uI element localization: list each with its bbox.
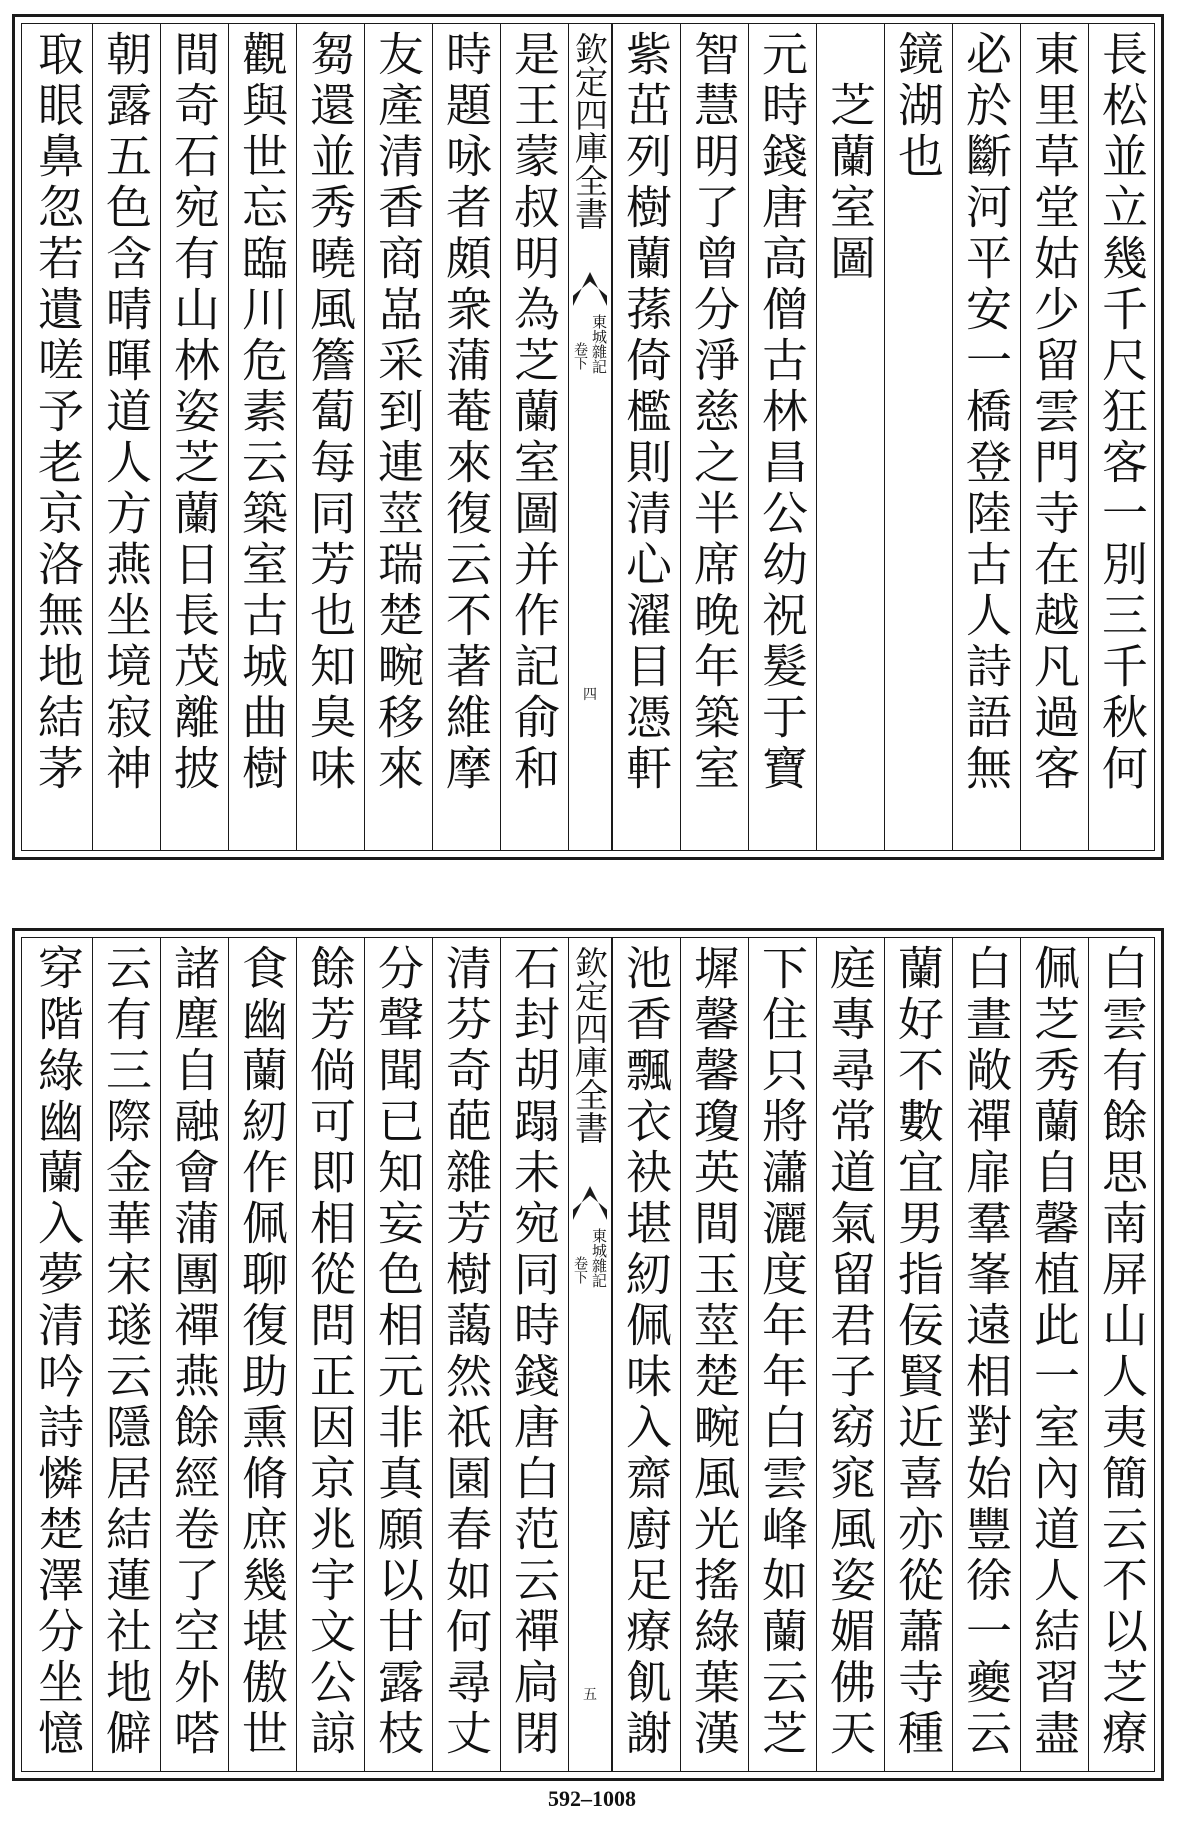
book-title: 東城雜記 — [590, 314, 608, 374]
text-column: 庭專尋常道氣留君子窈窕風姿媚佛天 — [816, 938, 884, 1771]
text-column: 長松並立幾千尺狂客一別三千秋何 — [1088, 24, 1156, 850]
text-column: 觀與世忘臨川危素云築室古城曲樹 — [228, 24, 296, 850]
text-column: 朝露五色含晴暉道人方燕坐境寂神 — [92, 24, 160, 850]
text-column: 東里草堂姑少留雲門寺在越凡過客 — [1020, 24, 1088, 850]
text-column: 間奇石宛有山林姿芝蘭日長茂離披 — [160, 24, 228, 850]
text-column: 蘭好不數宜男指佞賢近喜亦從蕭寺種 — [884, 938, 952, 1771]
text-column: 友產清香商嵓采到連莖瑞楚畹移來 — [364, 24, 432, 850]
top-page-frame — [21, 23, 1155, 851]
bottom-page — [12, 928, 1164, 1781]
text-column: 是王蒙叔明為芝蘭室圖并作記俞和 — [500, 24, 568, 850]
text-column: 紫茁列樹蘭蓀倚檻則清心濯目憑軒 — [612, 24, 680, 850]
book-title: 東城雜記 — [590, 1228, 608, 1288]
text-column: 智慧明了曾分淨慈之半席晚年築室 — [680, 24, 748, 850]
text-column: 池香飄衣袂堪紉佩味入齋廚足療飢謝 — [612, 938, 680, 1771]
text-column: 芻還並秀曉風簷蔔每同芳也知臭味 — [296, 24, 364, 850]
fish-tail-mark — [573, 1186, 607, 1220]
text-column: 諸塵自融會蒲團禪燕餘經卷了空外嗒 — [160, 938, 228, 1771]
text-column: 元時錢唐高僧古林昌公幼祝髮于寶 — [748, 24, 816, 850]
text-column: 云有三際金華宋璲云隱居結蓮社地僻 — [92, 938, 160, 1771]
library-title: 欽定四庫全書 — [570, 32, 609, 230]
page-number: 四 — [583, 687, 597, 703]
text-column: 下住只將瀟灑度年年白雲峰如蘭云芝 — [748, 938, 816, 1771]
page-number: 五 — [583, 1687, 597, 1703]
page-footer-number: 592–1008 — [548, 1786, 636, 1811]
text-column: 清芬奇葩雜芳樹藹然祇園春如何尋丈 — [432, 938, 500, 1771]
section-title-column — [816, 24, 884, 850]
text-column: 白晝敞禪扉羣峯遠相對始豐徐一夔云 — [952, 938, 1020, 1771]
fish-tail-mark — [573, 272, 607, 306]
text-column: 分聲聞已知妄色相元非真願以甘露枝 — [364, 938, 432, 1771]
text-column: 鏡湖也 — [884, 24, 952, 850]
bottom-page-frame — [21, 937, 1155, 1772]
volume-label: 卷下 — [572, 342, 588, 370]
top-page — [12, 14, 1164, 860]
text-column: 時題咏者頗衆蒲菴來復云不著維摩 — [432, 24, 500, 850]
text-column: 餘芳倘可即相從問正因京兆宇文公諒 — [296, 938, 364, 1771]
text-column: 白雲有餘思南屏山人夷簡云不以芝療 — [1088, 938, 1156, 1771]
text-column: 食幽蘭紉作佩聊復助熏脩庶幾堪傲世 — [228, 938, 296, 1771]
library-title: 欽定四庫全書 — [570, 946, 609, 1144]
volume-label: 卷下 — [572, 1256, 588, 1284]
text-column: 必於斷河平安一橋登陸古人詩語無 — [952, 24, 1020, 850]
text-column: 取眼鼻忽若遺嗟予老京洛無地結茅 — [31, 30, 85, 795]
fold-margin — [568, 24, 612, 850]
fold-margin — [568, 938, 612, 1771]
text-column: 墀馨馨瓊英間玉莖楚畹風光搖綠葉漢 — [680, 938, 748, 1771]
text-column: 佩芝秀蘭自馨植此一室內道人結習盡 — [1020, 938, 1088, 1771]
text-column: 石封胡蹋未宛同時錢唐白范云禪扃閉 — [500, 938, 568, 1771]
text-column: 穿階綠幽蘭入夢清吟詩憐楚澤分坐憶 — [31, 944, 85, 1760]
section-title: 芝蘭室圖 — [823, 30, 877, 285]
